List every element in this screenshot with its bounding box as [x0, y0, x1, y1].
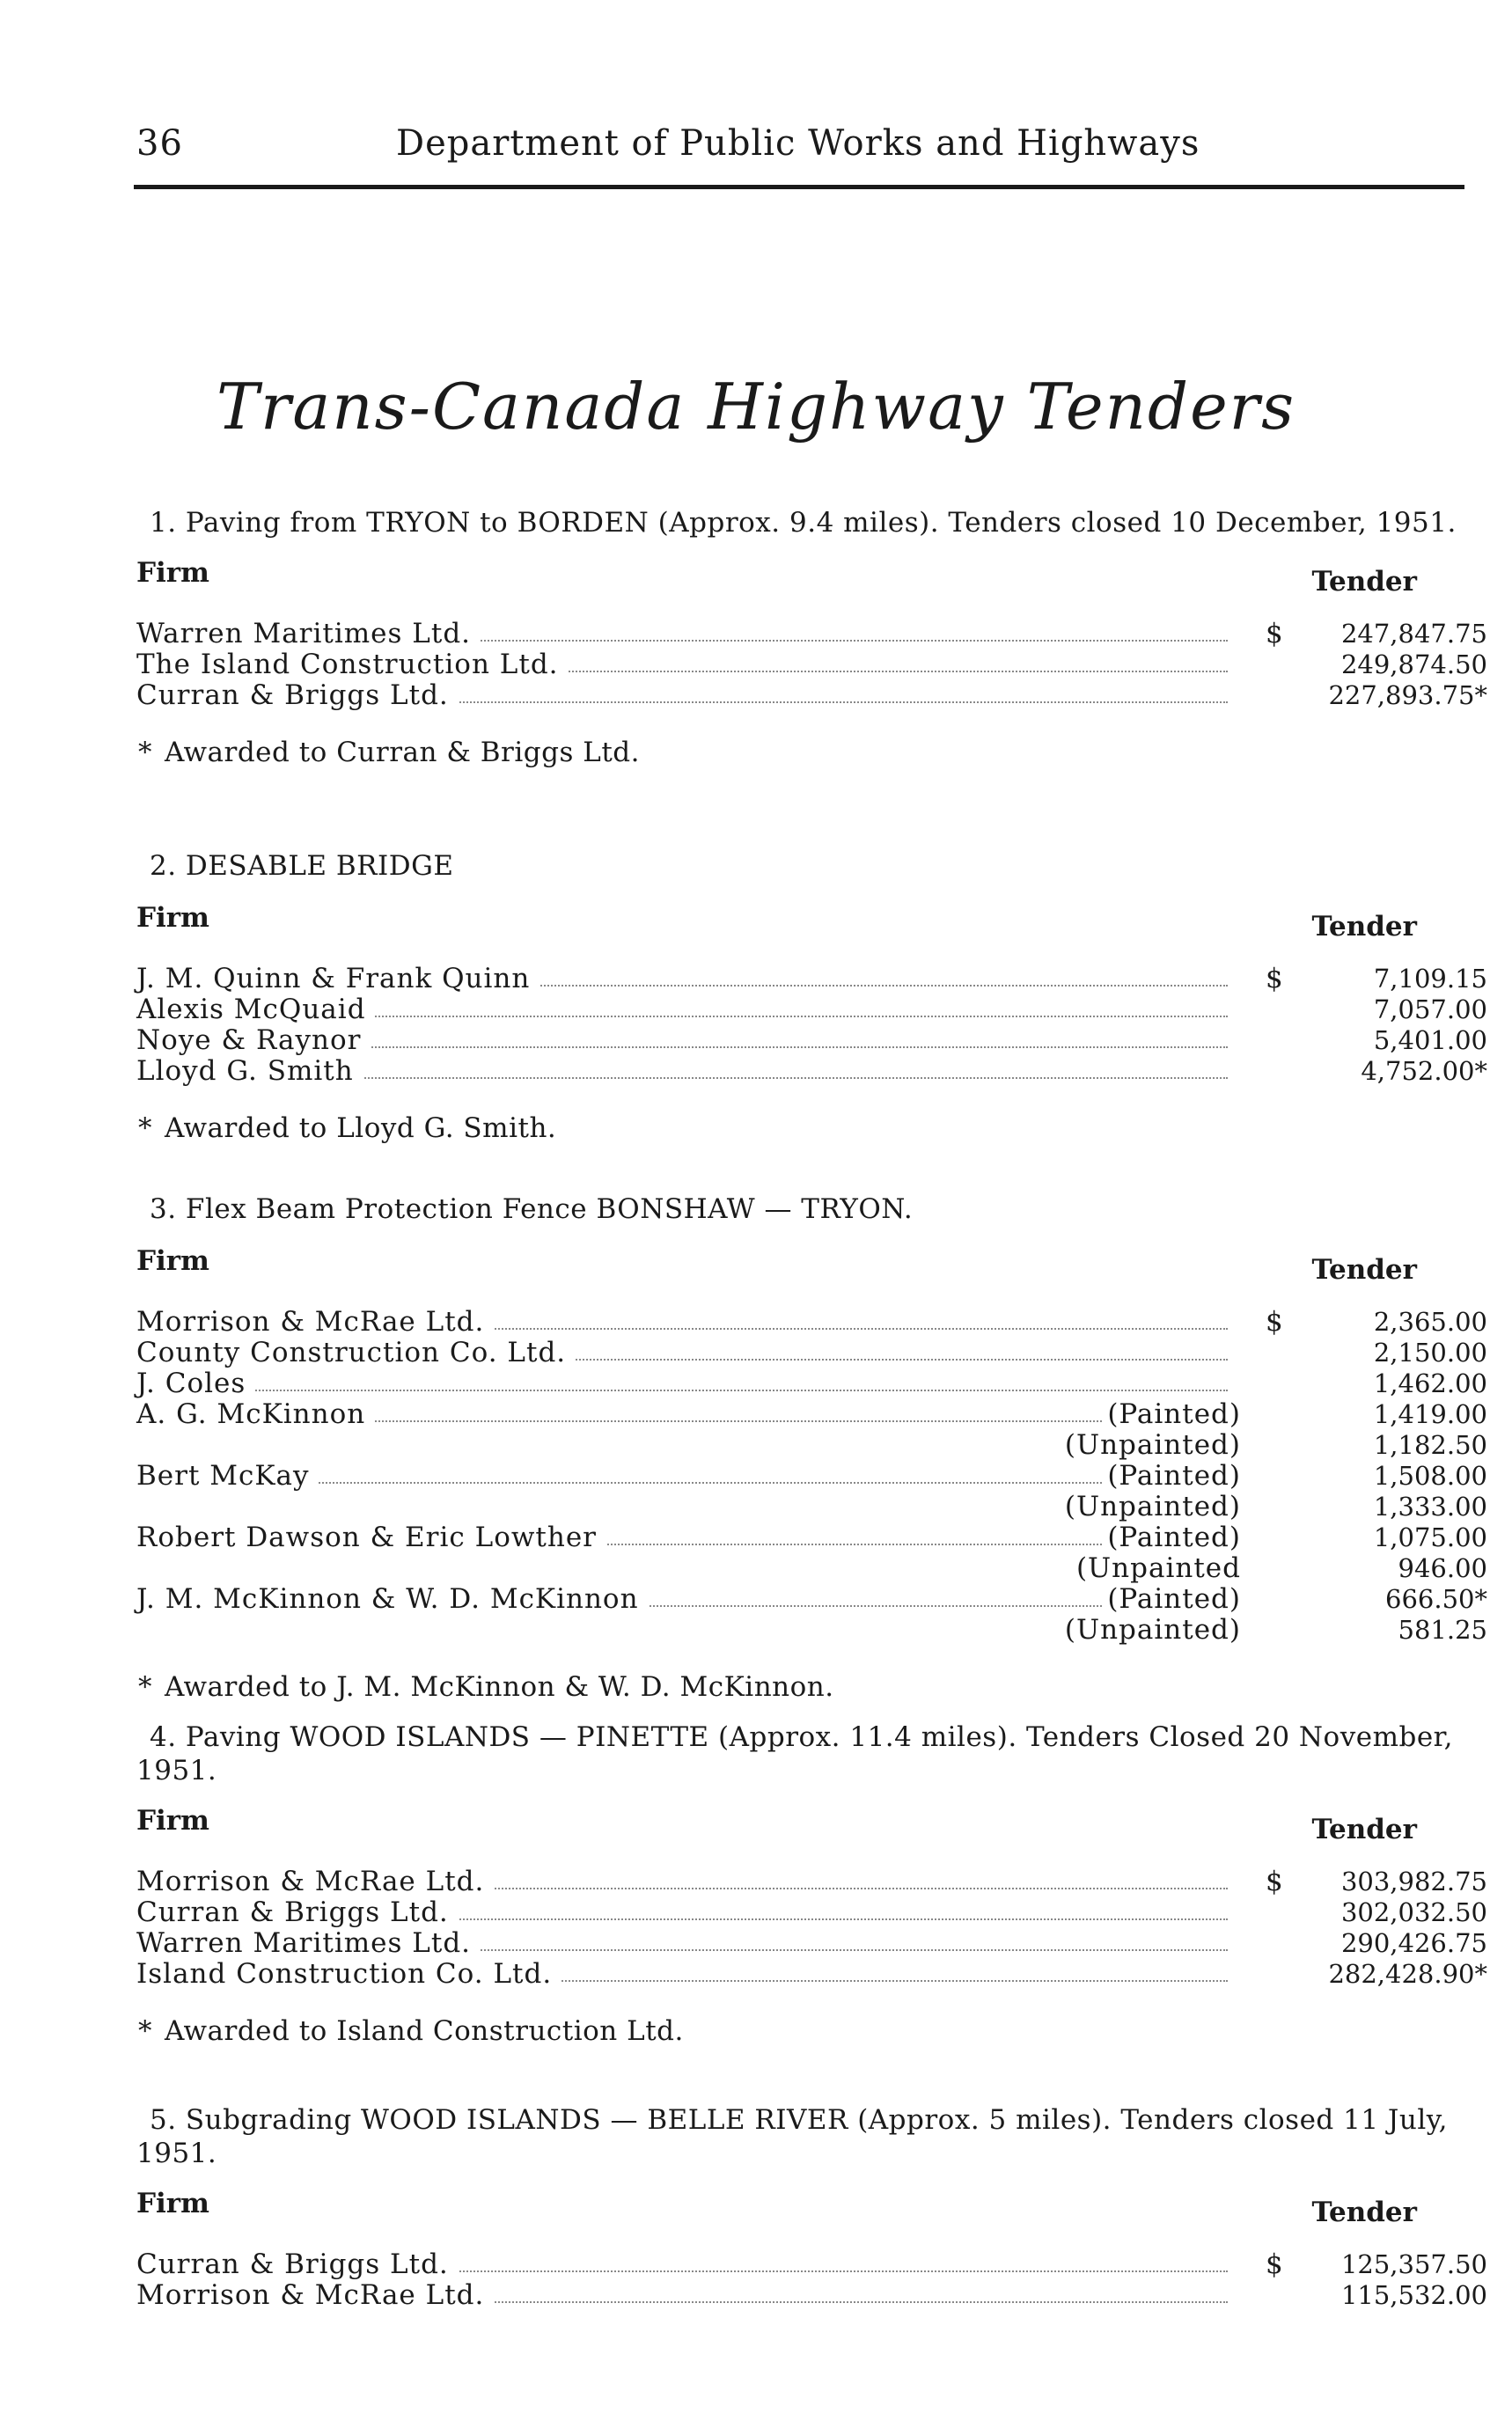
- tender-row: [136, 1024, 1487, 1056]
- tender-amount: 115,532.00: [1340, 2280, 1487, 2310]
- tender-section: [136, 849, 1487, 1145]
- footnote-asterisk: *: [138, 1112, 152, 1144]
- tender-amount: 1,419.00: [1373, 1399, 1487, 1429]
- currency-symbol: $: [1266, 618, 1284, 649]
- section-heading: 1. Paving from TRYON to BORDEN (Approx. 9.4 miles). Tenders closed 10 December, 1951.: [150, 507, 1457, 539]
- tender-column-header: Tender: [1311, 1814, 1417, 1845]
- currency-symbol: $: [1266, 1306, 1284, 1338]
- tender-row: [136, 618, 1487, 649]
- tender-row: [136, 1368, 1487, 1399]
- firm-name: J. M. McKinnon & W. D. McKinnon: [136, 1584, 648, 1615]
- tender-row: [136, 994, 1487, 1025]
- tender-amount: 2,150.00: [1373, 1338, 1487, 1368]
- tender-amount: 7,109.15: [1373, 964, 1487, 994]
- dot-leader: [136, 1390, 1228, 1391]
- firm-column-header: Firm: [136, 1805, 209, 1837]
- tender-amount: 290,426.75: [1340, 1928, 1487, 1958]
- award-note-text: Awarded to Island Construction Ltd.: [165, 2015, 684, 2047]
- firm-name: A. G. McKinnon: [136, 1399, 374, 1430]
- award-note-text: Awarded to Lloyd G. Smith.: [165, 1112, 557, 1144]
- column-headers: [136, 2188, 1465, 2228]
- firm-name: Morrison & McRae Ltd.: [136, 1307, 493, 1338]
- firm-name: Curran & Briggs Ltd.: [136, 2249, 458, 2280]
- tender-row: [136, 1583, 1487, 1615]
- tender-row: [136, 1460, 1487, 1492]
- firm-name: Bert McKay: [136, 1461, 319, 1492]
- tender-row: [136, 1429, 1487, 1461]
- tender-row: [136, 1896, 1487, 1928]
- award-note: [136, 2014, 1465, 2048]
- currency-symbol: $: [1266, 1866, 1284, 1897]
- tender-amount: 302,032.50: [1340, 1897, 1487, 1927]
- firm-name: Morrison & McRae Ltd.: [136, 1867, 493, 1897]
- tender-section: [136, 2103, 1487, 2311]
- award-note: [136, 736, 1465, 769]
- firm-name: The Island Construction Ltd.: [136, 649, 568, 680]
- tender-list: [136, 963, 1487, 1087]
- tender-amount: 303,982.75: [1340, 1867, 1487, 1896]
- tender-list: [136, 1306, 1487, 1646]
- footnote-asterisk: *: [138, 2015, 152, 2047]
- page-title: Trans-Canada Highway Tenders: [216, 370, 1296, 444]
- page-number: 36: [136, 123, 183, 164]
- tender-amount: 581.25: [1398, 1615, 1487, 1645]
- section-heading: 3. Flex Beam Protection Fence BONSHAW — TRYON.: [150, 1193, 914, 1225]
- tender-row: [136, 1522, 1487, 1553]
- firm-name: Warren Maritimes Ltd.: [136, 1928, 480, 1959]
- tender-amount: 1,462.00: [1373, 1368, 1487, 1398]
- tender-row: [136, 1306, 1487, 1338]
- tender-column-header: Tender: [1311, 1254, 1417, 1286]
- tender-amount: 7,057.00: [1373, 994, 1487, 1024]
- tender-row: [136, 1866, 1487, 1897]
- firm-name: Morrison & McRae Ltd.: [136, 2280, 493, 2311]
- award-note: [136, 1111, 1465, 1145]
- firm-name: Curran & Briggs Ltd.: [136, 1897, 458, 1928]
- tender-amount: 125,357.50: [1340, 2249, 1487, 2279]
- tender-row: [136, 2248, 1487, 2280]
- column-headers: [136, 1245, 1465, 1286]
- footnote-asterisk: *: [138, 737, 152, 768]
- firm-name: Alexis McQuaid: [136, 994, 375, 1025]
- tender-amount: 946.00: [1398, 1553, 1487, 1583]
- paint-qualifier: (Painted): [1102, 1584, 1241, 1615]
- column-headers: [136, 1805, 1465, 1845]
- award-note-text: Awarded to Curran & Briggs Ltd.: [165, 737, 640, 768]
- tender-amount: 4,752.00*: [1361, 1056, 1487, 1086]
- section-heading: 2. DESABLE BRIDGE: [150, 850, 454, 882]
- tender-section: [136, 1720, 1487, 2048]
- tender-amount: 5,401.00: [1373, 1025, 1487, 1055]
- tender-column-header: Tender: [1311, 566, 1417, 598]
- firm-column-header: Firm: [136, 2188, 209, 2219]
- firm-name: County Construction Co. Ltd.: [136, 1338, 575, 1368]
- paint-qualifier: (Unpainted): [1060, 1492, 1241, 1522]
- tender-row: [136, 1927, 1487, 1959]
- paint-qualifier: (Painted): [1102, 1522, 1241, 1553]
- currency-symbol: $: [1266, 2248, 1284, 2280]
- running-title: Department of Public Works and Highways: [396, 123, 1200, 164]
- firm-name: J. Coles: [136, 1368, 254, 1399]
- tender-row: [136, 1614, 1487, 1646]
- tender-row: [136, 2279, 1487, 2311]
- firm-name: Island Construction Co. Ltd.: [136, 1959, 561, 1990]
- tender-column-header: Tender: [1311, 2197, 1417, 2228]
- tender-amount: 2,365.00: [1373, 1307, 1487, 1337]
- tender-amount: 249,874.50: [1340, 649, 1487, 679]
- paint-qualifier: (Painted): [1102, 1399, 1241, 1430]
- tender-amount: 247,847.75: [1340, 619, 1487, 649]
- footnote-asterisk: *: [138, 1671, 152, 1703]
- tender-list: [136, 2248, 1487, 2311]
- paint-qualifier: (Unpainted): [1060, 1615, 1241, 1646]
- firm-name: Robert Dawson & Eric Lowther: [136, 1522, 606, 1553]
- header-rule: [134, 185, 1464, 189]
- tender-row: [136, 1055, 1487, 1087]
- column-headers: [136, 557, 1465, 598]
- firm-name: Warren Maritimes Ltd.: [136, 619, 480, 649]
- paint-qualifier: (Unpainted): [1060, 1430, 1241, 1461]
- firm-name: Noye & Raynor: [136, 1025, 370, 1056]
- tender-row: [136, 1552, 1487, 1584]
- tender-section: [136, 1192, 1487, 1704]
- column-headers: [136, 902, 1465, 943]
- currency-symbol: $: [1266, 963, 1284, 994]
- firm-name: Curran & Briggs Ltd.: [136, 680, 458, 711]
- tender-row: [136, 1337, 1487, 1368]
- tender-list: [136, 618, 1487, 711]
- section-heading: 5. Subgrading WOOD ISLANDS — BELLE RIVER (Approx. 5 miles). Tenders closed 11 July, 1951.: [136, 2104, 1448, 2169]
- firm-column-header: Firm: [136, 557, 209, 589]
- tender-amount: 1,182.50: [1373, 1430, 1487, 1460]
- paint-qualifier: (Unpainted: [1071, 1553, 1241, 1584]
- section-heading: 4. Paving WOOD ISLANDS — PINETTE (Approx. 11.4 miles). Tenders Closed 20 November, 1951.: [136, 1721, 1453, 1786]
- award-note-text: Awarded to J. M. McKinnon & W. D. McKinnon.: [165, 1671, 834, 1703]
- tender-row: [136, 1491, 1487, 1522]
- firm-name: Lloyd G. Smith: [136, 1056, 363, 1087]
- tender-amount: 227,893.75*: [1328, 680, 1487, 710]
- firm-column-header: Firm: [136, 1245, 209, 1277]
- tender-row: [136, 1958, 1487, 1990]
- tender-amount: 666.50*: [1385, 1584, 1487, 1614]
- firm-column-header: Firm: [136, 902, 209, 934]
- tender-amount: 1,508.00: [1373, 1461, 1487, 1491]
- tender-column-header: Tender: [1311, 911, 1417, 943]
- firm-name: J. M. Quinn & Frank Quinn: [136, 964, 539, 994]
- tender-amount: 282,428.90*: [1328, 1959, 1487, 1989]
- tender-row: [136, 649, 1487, 680]
- running-head: [136, 123, 1465, 167]
- tender-row: [136, 1398, 1487, 1430]
- tender-amount: 1,333.00: [1373, 1492, 1487, 1522]
- tender-row: [136, 679, 1487, 711]
- tender-amount: 1,075.00: [1373, 1522, 1487, 1552]
- paint-qualifier: (Painted): [1102, 1461, 1241, 1492]
- tender-list: [136, 1866, 1487, 1990]
- tender-section: [136, 506, 1487, 769]
- tender-row: [136, 963, 1487, 994]
- award-note: [136, 1670, 1465, 1704]
